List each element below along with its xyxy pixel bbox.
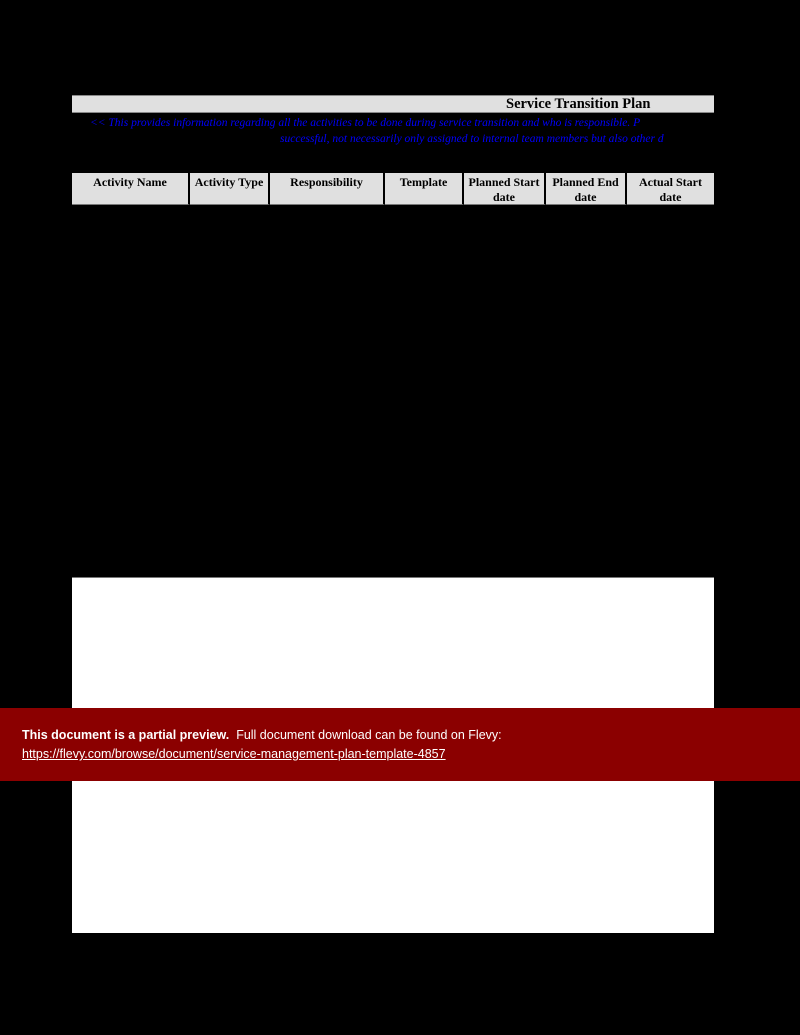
column-header-planned-start-date: Planned Start date (464, 173, 546, 205)
flevy-download-link[interactable]: https://flevy.com/browse/document/service-management-plan-template-4857 (22, 747, 446, 761)
table-header-row (72, 173, 714, 205)
column-header-template: Template (385, 173, 464, 205)
column-header-activity-name: Activity Name (72, 173, 190, 205)
banner-text: Full document download can be found on Flevy: (236, 728, 502, 742)
column-header-responsibility: Responsibility (270, 173, 385, 205)
column-header-planned-end-date: Planned End date (546, 173, 627, 205)
page-title: Service Transition Plan (506, 96, 651, 112)
description-note (72, 114, 714, 148)
description-line-2: successful, not necessarily only assigned to internal team members but also other d (280, 133, 664, 145)
column-header-actual-start-date: Actual Start date (627, 173, 714, 205)
description-line-1: << This provides information regarding all the activities to be done during service transition and who is responsible. P (90, 117, 641, 129)
title-bar (72, 95, 714, 113)
banner-message (22, 728, 502, 742)
preview-banner (0, 708, 800, 781)
banner-bold-text: This document is a partial preview. (22, 728, 230, 742)
column-header-activity-type: Activity Type (190, 173, 270, 205)
